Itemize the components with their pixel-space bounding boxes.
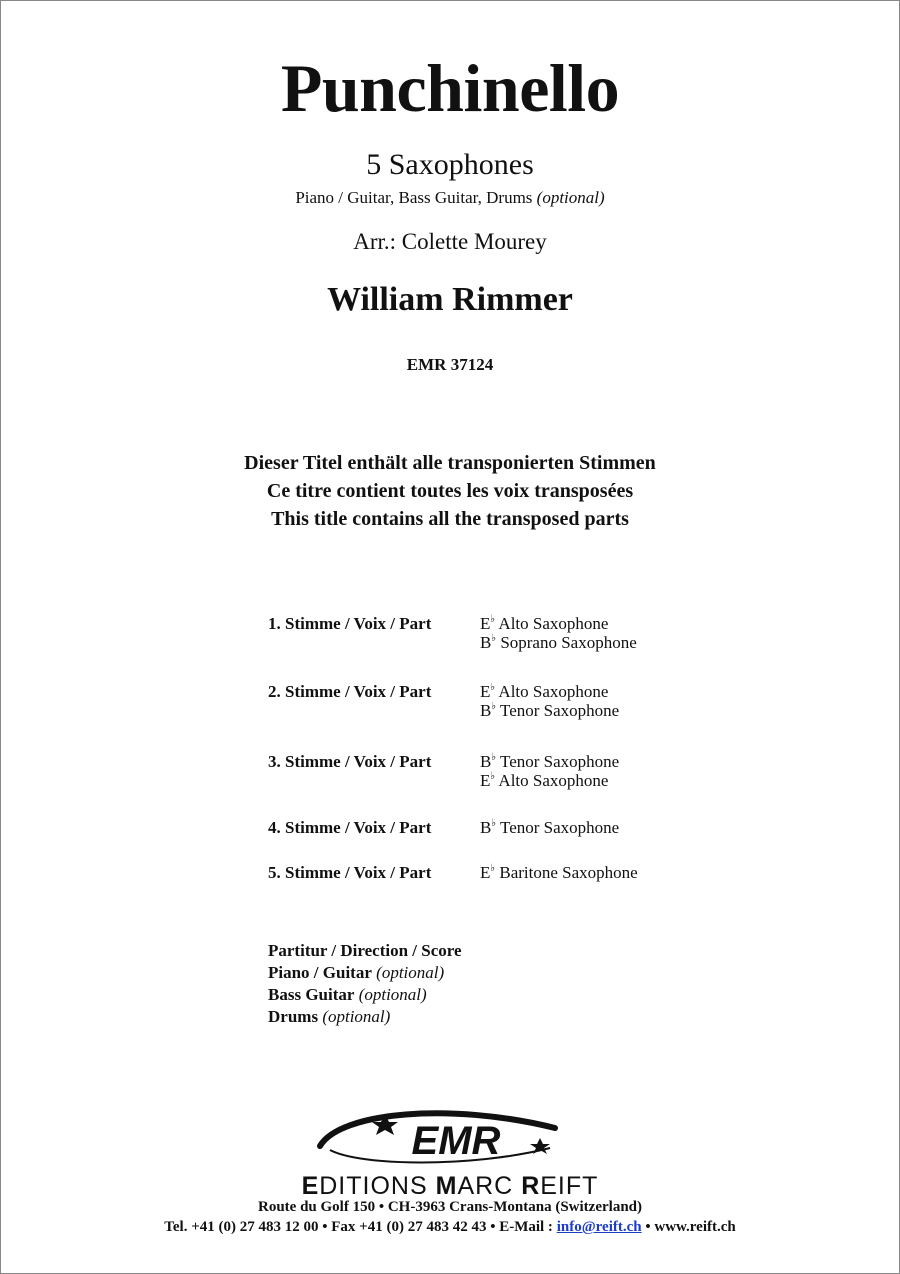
- flat-sign-icon: ♭: [490, 863, 496, 874]
- publisher-address: Route du Golf 150 • CH-3963 Crans-Montana (Switzerland): [258, 1199, 642, 1215]
- instrumentation-optional: (optional): [536, 188, 605, 207]
- part-instruments: [480, 614, 637, 652]
- part-label: 2. Stimme / Voix / Part: [268, 682, 432, 701]
- part-instrument: E♭ Baritone Saxophone: [480, 863, 638, 882]
- part-label: 1. Stimme / Voix / Part: [268, 614, 432, 633]
- flat-sign-icon: ♭: [490, 771, 496, 782]
- extras-list: [268, 940, 462, 1028]
- part-label: 3. Stimme / Voix / Part: [268, 752, 432, 771]
- composer: William Rimmer: [327, 281, 573, 318]
- notice-line-de: Dieser Titel enthält alle transponierten Stimmen: [244, 452, 656, 474]
- part-instruments: [480, 818, 619, 837]
- instrumentation: [0, 188, 900, 208]
- emr-logo-icon: [300, 1106, 600, 1170]
- part-instrument: E♭ Alto Saxophone: [480, 682, 609, 701]
- part-instrument: E♭ Alto Saxophone: [480, 614, 609, 633]
- part-label: 4. Stimme / Voix / Part: [268, 818, 432, 837]
- phone-fax: Tel. +41 (0) 27 483 12 00 • Fax +41 (0) 27 483 42 43 • E-Mail :: [164, 1219, 553, 1235]
- part-instruments: [480, 682, 619, 720]
- part-instrument: B♭ Soprano Saxophone: [480, 633, 637, 652]
- flat-sign-icon: ♭: [491, 701, 497, 712]
- logo-text: EMR: [411, 1119, 501, 1163]
- extra-item: Partitur / Direction / Score: [268, 941, 462, 960]
- notice-line-en: This title contains all the transposed parts: [271, 508, 629, 530]
- part-instrument: B♭ Tenor Saxophone: [480, 701, 620, 720]
- extra-item: Piano / Guitar (optional): [268, 963, 445, 982]
- instrumentation-text: Piano / Guitar, Bass Guitar, Drums: [295, 188, 533, 207]
- page-title: Punchinello: [280, 50, 620, 126]
- publisher-contacts: [0, 1218, 900, 1236]
- part-instruments: [480, 863, 638, 882]
- extra-item: Bass Guitar (optional): [268, 985, 427, 1004]
- flat-sign-icon: ♭: [491, 633, 497, 644]
- part-instrument: E♭ Alto Saxophone: [480, 771, 609, 790]
- transposition-notice: [0, 449, 900, 533]
- notice-line-fr: Ce titre contient toutes les voix transposées: [266, 480, 634, 502]
- part-instruments: [480, 752, 619, 790]
- flat-sign-icon: ♭: [490, 614, 496, 625]
- email-link[interactable]: info@reift.ch: [556, 1219, 642, 1235]
- arranger: Arr.: Colette Mourey: [353, 229, 547, 254]
- catalog-number: EMR 37124: [406, 355, 494, 374]
- flat-sign-icon: ♭: [491, 818, 497, 829]
- flat-sign-icon: ♭: [490, 682, 496, 693]
- extra-item: Drums (optional): [268, 1007, 391, 1026]
- website: • www.reift.ch: [645, 1219, 736, 1235]
- subtitle: 5 Saxophones: [366, 148, 534, 181]
- publisher-name: EDITIONS MARC REIFT: [301, 1172, 599, 1200]
- flat-sign-icon: ♭: [491, 752, 497, 763]
- part-instrument: B♭ Tenor Saxophone: [480, 752, 620, 771]
- part-label: 5. Stimme / Voix / Part: [268, 863, 432, 882]
- part-instrument: B♭ Tenor Saxophone: [480, 818, 620, 837]
